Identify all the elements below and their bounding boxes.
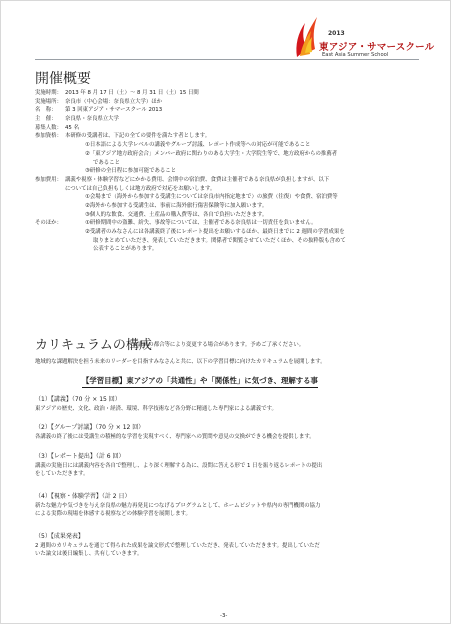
qualification-item: ②「東アジア地方政府会合」メンバー政府に関わりのある大学生・大学院生等で、地方政府からの推薦者 [85, 150, 338, 157]
section-line: 講義の実施日には講義内容を各自で整理し、より深く理解する為に、設問に答える形で 1 日を振り返るレポートの提出 [35, 462, 323, 469]
overview-row [35, 98, 346, 107]
section-title: （5）【成果発表】 [35, 533, 84, 540]
row-text: 奈良市（中心会場：奈良県立大学）ほか [65, 98, 163, 105]
logo-title: 東アジア・サマースクール [319, 42, 435, 53]
other-row [35, 219, 346, 228]
header-divider [35, 59, 419, 60]
row-text: 45 名 [65, 124, 79, 131]
section-line: 東アジアの歴史、文化、政治・経済、環境、科学技術など各分野に精通した専門家による講義です。 [35, 405, 277, 412]
cost-line: については自己負担もしくは地方政府で対応をお願いします。 [65, 185, 216, 192]
overview-row [35, 106, 346, 115]
section-line: 各講義の終了後には受講生の積極的な学習を実現すべく、専門家への質問や意見の交換ができる機会を提供します。 [35, 433, 315, 440]
overview-row [35, 124, 346, 133]
section-title: （1）【講義】（70 分 × 15 回） [35, 396, 121, 403]
curriculum-section [35, 396, 277, 413]
section-line: 2 週間のカリキュラムを通じて得られた成果を論文形式で整理していただき、発表していただきます。提出していただ [35, 542, 320, 549]
learning-goal: 【学習目標】東アジアの「共通性」や「関係性」に気づき、理解する事 [82, 375, 318, 388]
row-label: 実施時期： [35, 90, 62, 96]
overview-row [35, 132, 346, 141]
row-text: 2013 年 8 月 17 日（土）～ 8 月 31 日（土）15 日間 [65, 90, 199, 96]
curriculum-section [35, 424, 315, 441]
row-label: 名 称： [35, 107, 57, 114]
qualification-item: ①日本語による大学レベルの講義やグループ討議、レポート作成等への対応が可能であること [85, 142, 311, 149]
cost-row [35, 176, 346, 185]
row-label: 主 催： [35, 116, 57, 123]
row-text: 奈良県・奈良県立大学 [65, 116, 119, 123]
other-line: ②受講者のみなさんには各講義終了後にレポート提出をお願いするほか、最終日までに 2 週間の学習成果を [85, 229, 345, 235]
other-line: 公表することがあります。 [93, 246, 158, 253]
cost-line: ③個人的な飲食、交通費、土産品の購入費等は、各自で負担いただきます。 [85, 211, 268, 218]
cost-line: 講義や視察・体験学習などにかかる費用、会期中の宿泊費、食費は主催者である奈良県が負担しますが、以下 [65, 176, 330, 183]
row-label: 実施場所： [35, 98, 62, 105]
torch-flame-logo-icon [291, 9, 321, 61]
section-title: （3）【レポート提出】（計 6 回） [35, 453, 125, 460]
row-text: 第 3 回東アジア・サマースクール 2013 [65, 107, 163, 114]
section-line: いた論文は後日編集し、共有していきます。 [35, 551, 143, 558]
section-line: による実際の現場を体感する視察などの体験学習を展開します。 [35, 511, 191, 518]
overview-row [35, 115, 346, 124]
row-label: 参加資格： [35, 133, 62, 140]
curriculum-section [35, 533, 320, 559]
logo-year: 2013 [328, 30, 345, 37]
page-number: -3- [220, 613, 228, 619]
other-line: ①研修期間中の盗難、紛失、事故等については、主催者である奈良県は一切責任を負いません。 [85, 220, 317, 227]
row-text: 本研修の受講者は、下記の全ての要件を満たす者とします。 [65, 133, 211, 140]
curriculum-heading: カリキュラムの構成 [35, 338, 152, 353]
section-line: 新たな魅力や気づきを与え奈良県の魅力再発見につなげるプログラムとして、ホームビジットや県内の専門機関の協力 [35, 502, 321, 509]
overview-heading: 開催概要 [35, 71, 91, 87]
section-line: をしていただきます。 [35, 471, 89, 478]
cost-line: ①会場まで（海外から参加する受講生については奈良市内指定地まで）の旅費（往復）や食費、宿泊費等 [85, 194, 338, 201]
row-label: 参加費用： [35, 176, 62, 183]
cost-line: ②海外から参加する受講生は、事前に海外旅行傷害保険等に加入願います。 [85, 202, 268, 209]
qualification-item: であること [93, 159, 120, 166]
overview-body [35, 89, 346, 254]
qualification-item: ③研修の全日程に参加可能であること [85, 168, 177, 175]
section-title: （2）【グループ討議】（70 分 × 12 回） [35, 424, 145, 431]
section-title: （4）【視察・体験学習】（計 2 日） [35, 493, 131, 500]
row-label: そのほか： [35, 220, 62, 227]
summer-school-logo [291, 9, 451, 69]
overview-row [35, 89, 346, 98]
curriculum-section [35, 493, 320, 519]
curriculum-intro: 地域的な課題解決を担う未来のリーダーを目指すみなさんと共に、以下の学習目標に向けたカリキュラムを展開します。 [35, 359, 326, 365]
logo-subtitle: East Asia Summer School [322, 52, 389, 58]
curriculum-section [35, 453, 322, 479]
row-label: 募集人数： [35, 124, 62, 131]
curriculum-note: ※講師の都合等により変更する場合があります。予めご了承ください。 [133, 342, 305, 348]
other-line: 取りまとめていただき、発表していただきます。関係者で閲覧させていただくほか、その抜粋版も含めて [93, 237, 346, 244]
